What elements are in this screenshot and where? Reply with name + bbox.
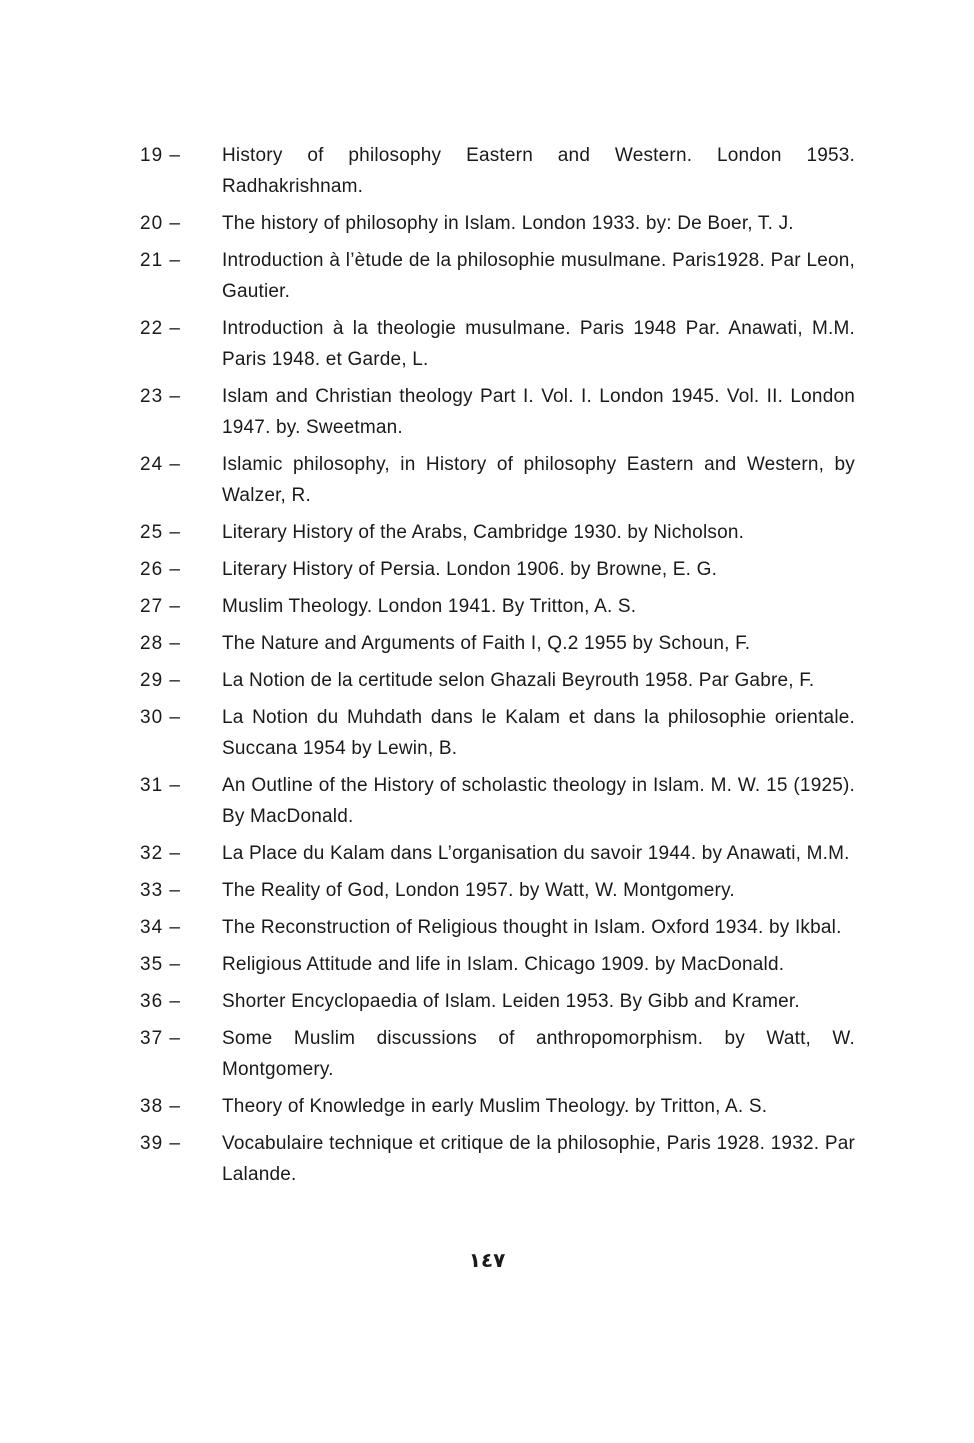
bibliography-entry: [140, 245, 855, 307]
entry-number: 24 –: [140, 454, 181, 475]
entry-text: La Notion du Muhdath dans le Kalam et dans la philosophie orientale. Succana 1954 by Lewin, B.: [222, 707, 855, 759]
bibliography-entry: [140, 770, 855, 832]
entry-number: 32 –: [140, 843, 181, 864]
bibliography-list: [140, 140, 855, 1196]
entry-text: Shorter Encyclopaedia of Islam. Leiden 1953. By Gibb and Kramer.: [222, 991, 800, 1012]
entry-number: 31 –: [140, 775, 181, 796]
bibliography-entry: [140, 140, 855, 202]
entry-text: Introduction à l’ètude de la philosophie musulmane. Paris1928. Par Leon, Gautier.: [222, 250, 855, 302]
entry-number: 37 –: [140, 1028, 181, 1049]
entry-number: 35 –: [140, 954, 181, 975]
entry-number: 38 –: [140, 1096, 181, 1117]
bibliography-entry: [140, 381, 855, 443]
bibliography-entry: [140, 591, 855, 622]
page-number: ١٤٧: [468, 1248, 506, 1272]
entry-text: The Reality of God, London 1957. by Watt, W. Montgomery.: [222, 880, 735, 901]
entry-number: 33 –: [140, 880, 181, 901]
entry-text: La Notion de la certitude selon Ghazali Beyrouth 1958. Par Gabre, F.: [222, 670, 815, 691]
entry-number: 30 –: [140, 707, 181, 728]
entry-number: 28 –: [140, 633, 181, 654]
entry-number: 22 –: [140, 318, 181, 339]
entry-number: 26 –: [140, 559, 181, 580]
bibliography-entry: [140, 875, 855, 906]
bibliography-entry: [140, 517, 855, 548]
entry-text: Religious Attitude and life in Islam. Chicago 1909. by MacDonald.: [222, 954, 785, 975]
bibliography-entry: [140, 628, 855, 659]
entry-number: 20 –: [140, 213, 181, 234]
entry-text: Introduction à la theologie musulmane. Paris 1948 Par. Anawati, M.M. Paris 1948. et Garde, L.: [222, 318, 855, 370]
entry-number: 34 –: [140, 917, 181, 938]
entry-text: Vocabulaire technique et critique de la philosophie, Paris 1928. 1932. Par Lalande.: [222, 1133, 855, 1185]
bibliography-entry: [140, 912, 855, 943]
bibliography-entry: [140, 449, 855, 511]
bibliography-entry: [140, 665, 855, 696]
entry-text: The history of philosophy in Islam. London 1933. by: De Boer, T. J.: [222, 213, 794, 234]
bibliography-entry: [140, 838, 855, 869]
bibliography-entry: [140, 313, 855, 375]
entry-text: The Reconstruction of Religious thought in Islam. Oxford 1934. by Ikbal.: [222, 917, 842, 938]
entry-text: Literary History of the Arabs, Cambridge 1930. by Nicholson.: [222, 522, 745, 543]
entry-text: An Outline of the History of scholastic theology in Islam. M. W. 15 (1925). By MacDonald.: [222, 775, 855, 827]
entry-number: 36 –: [140, 991, 181, 1012]
entry-text: Islam and Christian theology Part I. Vol. I. London 1945. Vol. II. London 1947. by. Sweetman.: [222, 386, 855, 438]
bibliography-entry: [140, 986, 855, 1017]
entry-number: 23 –: [140, 386, 181, 407]
entry-text: Theory of Knowledge in early Muslim Theology. by Tritton, A. S.: [222, 1096, 768, 1117]
entry-number: 29 –: [140, 670, 181, 691]
entry-number: 21 –: [140, 250, 181, 271]
bibliography-entry: [140, 554, 855, 585]
entry-text: The Nature and Arguments of Faith I, Q.2 1955 by Schoun, F.: [222, 633, 751, 654]
entry-text: Some Muslim discussions of anthropomorphism. by Watt, W. Montgomery.: [222, 1028, 855, 1080]
entry-text: History of philosophy Eastern and Western. London 1953. Radhakrishnam.: [222, 145, 855, 197]
bibliography-entry: [140, 208, 855, 239]
entry-text: La Place du Kalam dans L’organisation du savoir 1944. by Anawati, M.M.: [222, 843, 850, 864]
entry-number: 27 –: [140, 596, 181, 617]
entry-text: Literary History of Persia. London 1906. by Browne, E. G.: [222, 559, 718, 580]
entry-number: 25 –: [140, 522, 181, 543]
entry-number: 19 –: [140, 145, 181, 166]
entry-text: Islamic philosophy, in History of philosophy Eastern and Western, by Walzer, R.: [222, 454, 855, 506]
entry-number: 39 –: [140, 1133, 181, 1154]
bibliography-entry: [140, 1023, 855, 1085]
bibliography-entry: [140, 1128, 855, 1190]
bibliography-entry: [140, 702, 855, 764]
bibliography-entry: [140, 1091, 855, 1122]
entry-text: Muslim Theology. London 1941. By Tritton, A. S.: [222, 596, 637, 617]
bibliography-entry: [140, 949, 855, 980]
